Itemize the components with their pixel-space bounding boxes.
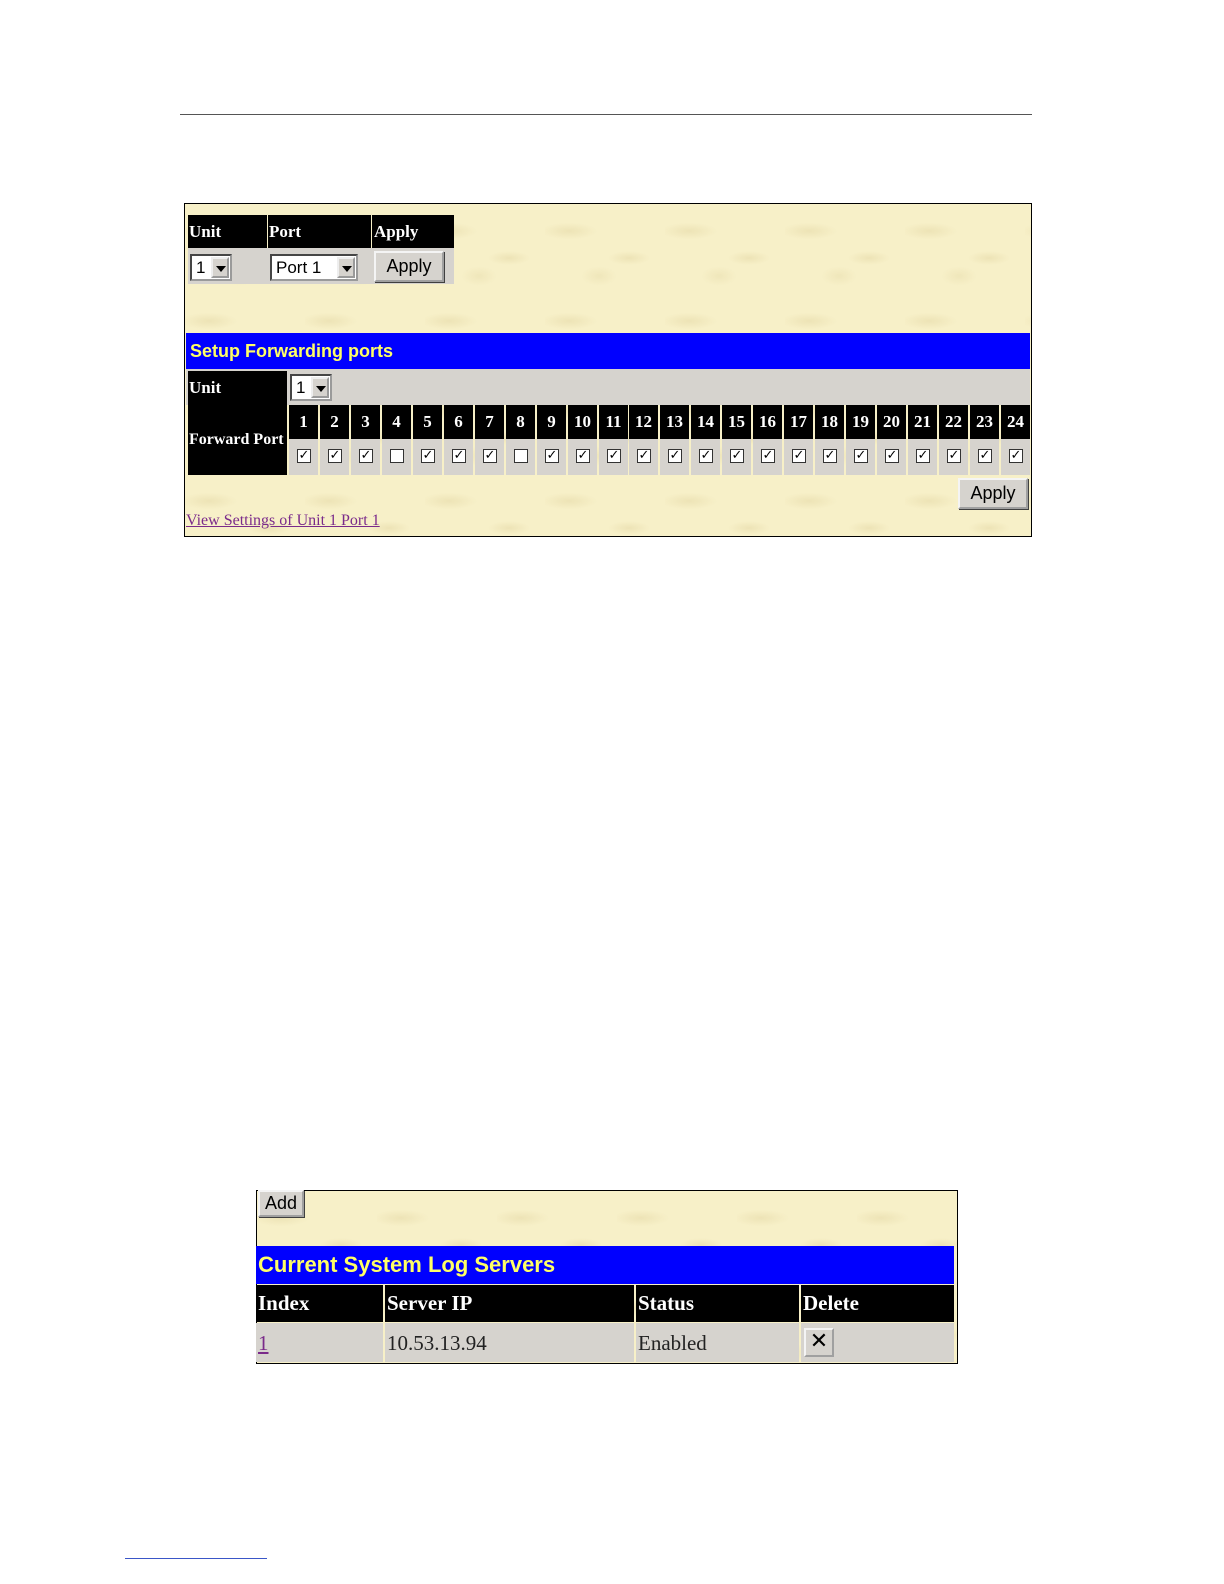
port-checkbox-4[interactable] bbox=[390, 449, 404, 463]
syslog-title: Current System Log Servers bbox=[256, 1246, 954, 1284]
port-number-23: 23 bbox=[970, 405, 999, 439]
forward-unit-select[interactable] bbox=[290, 374, 332, 401]
port-number-15: 15 bbox=[722, 405, 751, 439]
port-checkbox-cell bbox=[908, 439, 937, 475]
port-number-3: 3 bbox=[351, 405, 380, 439]
port-select-value: Port 1 bbox=[276, 258, 322, 277]
port-checkbox-cell bbox=[784, 439, 813, 475]
port-number-12: 12 bbox=[629, 405, 658, 439]
port-number-10: 10 bbox=[568, 405, 597, 439]
close-icon: ✕ bbox=[809, 1329, 829, 1354]
port-number-2: 2 bbox=[320, 405, 349, 439]
port-checkbox-1[interactable]: ✓ bbox=[298, 448, 310, 463]
port-checkbox-2[interactable]: ✓ bbox=[329, 448, 341, 463]
section-title: Setup Forwarding ports bbox=[186, 333, 1030, 369]
port-header: Port bbox=[268, 215, 371, 248]
port-checkbox-cell bbox=[568, 439, 597, 475]
port-checkbox-20[interactable]: ✓ bbox=[886, 448, 898, 463]
port-number-8: 8 bbox=[506, 405, 535, 439]
port-checkbox-8[interactable] bbox=[514, 449, 528, 463]
port-checkbox-cell bbox=[320, 439, 349, 475]
port-checkbox-15[interactable]: ✓ bbox=[731, 448, 743, 463]
add-button[interactable]: Add bbox=[258, 1190, 304, 1217]
unit-select[interactable] bbox=[190, 254, 232, 281]
port-number-4: 4 bbox=[382, 405, 411, 439]
port-checkbox-23[interactable]: ✓ bbox=[979, 448, 991, 463]
port-number-7: 7 bbox=[475, 405, 504, 439]
port-number-21: 21 bbox=[908, 405, 937, 439]
port-checkbox-18[interactable]: ✓ bbox=[824, 448, 836, 463]
port-checkbox-cell bbox=[1001, 439, 1030, 475]
port-checkbox-cell bbox=[475, 439, 504, 475]
port-number-13: 13 bbox=[660, 405, 689, 439]
port-checkbox-12[interactable]: ✓ bbox=[638, 448, 650, 463]
port-checkbox-cell bbox=[815, 439, 844, 475]
row-status: Enabled bbox=[636, 1323, 799, 1362]
port-checkbox-21[interactable]: ✓ bbox=[917, 448, 929, 463]
apply-button-top[interactable]: Apply bbox=[374, 251, 444, 282]
port-number-19: 19 bbox=[846, 405, 875, 439]
footer-rule bbox=[125, 1558, 267, 1559]
port-checkbox-cell bbox=[970, 439, 999, 475]
port-checkbox-cell bbox=[382, 439, 411, 475]
col-index: Index bbox=[256, 1285, 383, 1322]
port-checkbox-16[interactable]: ✓ bbox=[762, 448, 774, 463]
chevron-down-icon[interactable] bbox=[311, 377, 329, 398]
unit-header: Unit bbox=[188, 215, 267, 248]
port-number-17: 17 bbox=[784, 405, 813, 439]
port-number-14: 14 bbox=[691, 405, 720, 439]
port-number-11: 11 bbox=[599, 405, 628, 439]
port-checkbox-cell bbox=[444, 439, 473, 475]
port-checkbox-cell bbox=[939, 439, 968, 475]
page-header-rule bbox=[180, 114, 1032, 115]
port-checkbox-11[interactable]: ✓ bbox=[608, 448, 620, 463]
port-number-22: 22 bbox=[939, 405, 968, 439]
port-checkbox-cell bbox=[846, 439, 875, 475]
forward-unit-label: Unit bbox=[188, 371, 287, 405]
port-checkbox-5[interactable]: ✓ bbox=[422, 448, 434, 463]
port-checkbox-14[interactable]: ✓ bbox=[700, 448, 712, 463]
forward-unit-select-value: 1 bbox=[296, 378, 306, 397]
port-checkbox-cell bbox=[289, 439, 318, 475]
port-checkbox-17[interactable]: ✓ bbox=[793, 448, 805, 463]
view-settings-link[interactable]: View Settings of Unit 1 Port 1 bbox=[186, 512, 380, 529]
port-checkbox-cell bbox=[753, 439, 782, 475]
row-index-link[interactable]: 1 bbox=[258, 1331, 269, 1355]
chevron-down-icon[interactable] bbox=[337, 257, 355, 278]
port-number-16: 16 bbox=[753, 405, 782, 439]
port-checkbox-cell bbox=[722, 439, 751, 475]
port-checkbox-6[interactable]: ✓ bbox=[453, 448, 465, 463]
port-checkbox-10[interactable]: ✓ bbox=[577, 448, 589, 463]
port-checkbox-cell bbox=[691, 439, 720, 475]
port-checkbox-cell bbox=[629, 439, 658, 475]
delete-button[interactable] bbox=[804, 1328, 834, 1357]
row-index-cell bbox=[256, 1323, 383, 1362]
port-checkbox-cell bbox=[351, 439, 380, 475]
port-checkbox-3[interactable]: ✓ bbox=[360, 448, 372, 463]
chevron-down-icon[interactable] bbox=[211, 257, 229, 278]
port-checkbox-cell bbox=[660, 439, 689, 475]
port-checkbox-19[interactable]: ✓ bbox=[855, 448, 867, 463]
port-number-5: 5 bbox=[413, 405, 442, 439]
port-checkbox-9[interactable]: ✓ bbox=[546, 448, 558, 463]
port-select[interactable] bbox=[270, 254, 358, 281]
row-server-ip: 10.53.13.94 bbox=[385, 1323, 634, 1362]
apply-header: Apply bbox=[372, 215, 454, 248]
apply-button-forward[interactable]: Apply bbox=[958, 478, 1028, 509]
port-checkbox-cell bbox=[537, 439, 566, 475]
port-checkbox-cell bbox=[599, 439, 628, 475]
port-number-24: 24 bbox=[1001, 405, 1030, 439]
port-checkbox-24[interactable]: ✓ bbox=[1010, 448, 1022, 463]
col-status: Status bbox=[636, 1285, 799, 1322]
port-number-6: 6 bbox=[444, 405, 473, 439]
port-number-20: 20 bbox=[877, 405, 906, 439]
col-server-ip: Server IP bbox=[385, 1285, 634, 1322]
port-number-18: 18 bbox=[815, 405, 844, 439]
port-number-1: 1 bbox=[289, 405, 318, 439]
port-number-9: 9 bbox=[537, 405, 566, 439]
unit-select-value: 1 bbox=[196, 258, 206, 277]
forward-port-label: Forward Port bbox=[188, 405, 287, 475]
port-checkbox-7[interactable]: ✓ bbox=[484, 448, 496, 463]
port-checkbox-13[interactable]: ✓ bbox=[669, 448, 681, 463]
port-checkbox-22[interactable]: ✓ bbox=[948, 448, 960, 463]
port-checkbox-cell bbox=[877, 439, 906, 475]
port-checkbox-cell bbox=[413, 439, 442, 475]
port-checkbox-cell bbox=[506, 439, 535, 475]
col-delete: Delete bbox=[801, 1285, 954, 1322]
